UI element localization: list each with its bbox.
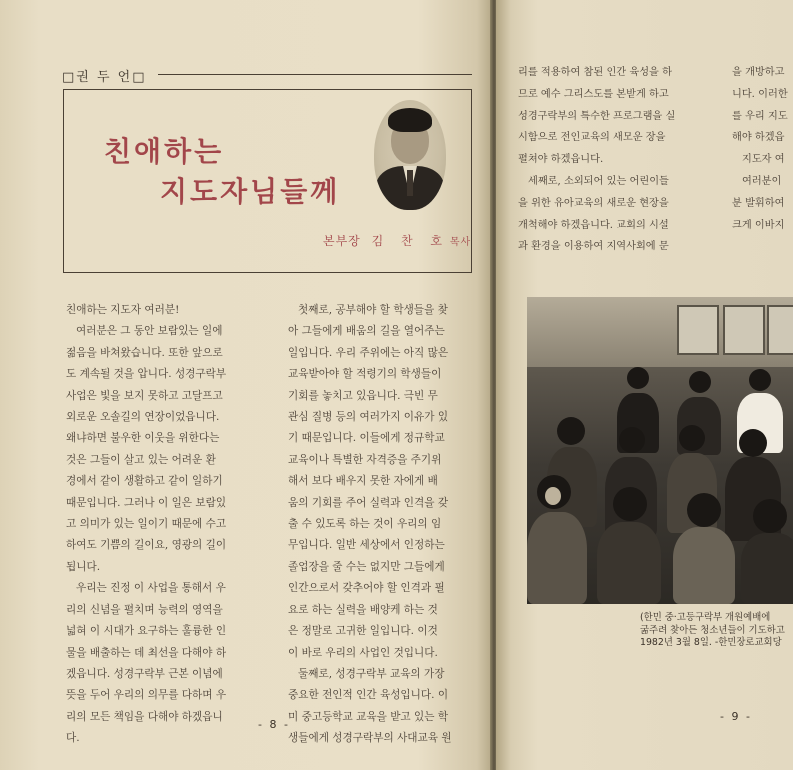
text-line: 은 정말로 고귀한 일입니다. 이것 — [288, 625, 438, 638]
text-line: 개척해야 하겠읍니다. 교회의 시설 — [518, 219, 669, 231]
text-line: 때문입니다. 그러나 이 일은 보람있 — [66, 496, 227, 509]
text-line: 분 발휘하여 — [732, 197, 785, 209]
text-line: 물을 배출하는 데 최선을 다해야 하 — [66, 646, 227, 659]
text-line: 아 그들에게 배움의 길을 열어주는 — [288, 325, 445, 338]
text-line: 리의 신념을 펼치며 능력의 영역을 — [66, 603, 223, 616]
text-line: 리의 모든 책임을 다해야 하겠읍니 — [66, 710, 223, 723]
text-line: 시함으로 전인교육의 새모운 장을 — [518, 132, 666, 144]
text-line: 이 바로 우리의 사업인 것입니다. — [288, 646, 438, 659]
text-line: 기회를 놓치고 있읍니다. 극빈 무 — [288, 389, 438, 402]
byline-rank: 목사 — [449, 237, 472, 248]
text-line: 니다. 이러한 — [732, 88, 788, 100]
section-rule — [158, 74, 472, 75]
left-column-1 — [66, 300, 264, 750]
page-title-line1: 친애하는 — [104, 135, 225, 168]
text-line: 인간으로서 갖추어야 할 인격과 필 — [288, 582, 445, 595]
caption-line: (한민 중·고등구락부 개원예배에 — [640, 612, 771, 623]
text-line: 출 수 있도록 하는 것이 우리의 임 — [288, 518, 442, 531]
text-line: 외로운 오솔길의 연장이었읍니다. — [66, 411, 220, 424]
text-line: 졸업장을 줄 수는 없지만 그들에게 — [288, 560, 445, 573]
text-line: 무입니다. 일반 세상에서 인정하는 — [288, 539, 445, 552]
section-label: □권 두 언□ — [62, 70, 147, 85]
text-line: 요로 하는 실력을 배양케 하는 것 — [288, 603, 438, 616]
caption-line: 굶주려 찾아든 청소년들이 기도하고 — [640, 624, 785, 636]
right-column-1 — [518, 62, 714, 258]
text-line: 지도자 여 — [742, 154, 785, 166]
text-line: 겠읍니다. 성경구락부 근본 이념에 — [66, 667, 223, 680]
classroom-photo — [527, 297, 793, 604]
text-line: 를 우리 지도 — [732, 110, 788, 122]
text-line: 해야 하겠읍 — [732, 132, 785, 144]
text-line: 크게 이바지 — [732, 219, 785, 231]
right-column-2 — [732, 62, 793, 236]
text-line: 우리는 진정 이 사업을 통해서 우 — [76, 582, 226, 595]
text-line: 생들에게 성경구락부의 사대교육 원 — [288, 732, 452, 745]
text-line: 첫째로, 공부해야 할 학생들을 찾 — [298, 304, 448, 316]
text-line: 을 위한 유아교육의 새로운 현장을 — [518, 197, 669, 209]
left-column-2 — [288, 300, 476, 750]
text-line: 관심 질병 등의 여러가지 이유가 있 — [288, 411, 449, 424]
text-line: 경에서 같이 생활하고 같이 일하기 — [66, 475, 223, 488]
text-line: 므로 예수 그리스도를 본받게 하고 — [518, 88, 669, 100]
text-line: 여러분은 그 동안 보람있는 일에 — [76, 325, 223, 338]
text-line: 사업은 빛을 보지 못하고 고달프고 — [66, 389, 223, 402]
page-number-right: - 9 - — [720, 710, 752, 723]
text-line: 성경구락부의 특수한 프로그램을 실 — [518, 110, 676, 122]
byline-role: 본부장 — [323, 234, 361, 248]
text-line: 넓혀 이 시대가 요구하는 훌륭한 인 — [66, 625, 227, 638]
text-line: 기 때문입니다. 이들에게 정규학교 — [288, 432, 445, 445]
author-byline — [323, 232, 471, 249]
text-line: 일입니다. 우리 주위에는 아직 많은 — [288, 346, 449, 359]
text-line: 뜻을 두어 우리의 의무를 다하며 우 — [66, 689, 227, 702]
page-number-left: - 8 - — [258, 718, 290, 731]
text-line: 다. — [66, 732, 80, 745]
author-portrait — [374, 100, 446, 210]
text-line: 세째로, 소외되어 있는 어린이들 — [528, 175, 669, 187]
text-line: 교육이나 특별한 자격증을 주기위 — [288, 453, 442, 466]
text-line: 움의 기회를 주어 실력과 인격을 갖 — [288, 496, 449, 509]
text-line: 미 중고등학교 교육을 받고 있는 학 — [288, 710, 449, 723]
text-line: 리를 적용하여 참된 인간 육성을 하 — [518, 67, 672, 78]
caption-line: 1982년 3월 8일. -한민장로교회당 — [640, 637, 782, 649]
text-line: 과 환경을 이용하여 지역사회에 문 — [518, 241, 669, 253]
byline-name: 김 찬 호 — [371, 234, 450, 248]
text-line: 여러분이 — [742, 175, 782, 187]
text-line: 둘째로, 성경구락부 교육의 가장 — [298, 667, 445, 680]
text-line: 교육받아야 할 적령기의 학생들이 — [288, 368, 442, 381]
page-title-line2: 지도자님들께 — [160, 175, 341, 208]
text-line: 젊음을 바쳐왔습니다. 또한 앞으로 — [66, 346, 223, 359]
text-line: 도 계속될 것을 압니다. 성경구락부 — [66, 368, 227, 381]
text-line: 친애하는 지도자 여러분! — [66, 304, 180, 316]
photo-caption — [640, 612, 793, 650]
text-line: 하여도 기쁨의 길이요, 영광의 길이 — [66, 539, 227, 552]
text-line: 고 의미가 있는 일이기 때문에 수고 — [66, 518, 227, 531]
text-line: 해서 보다 배우지 못한 자에게 배 — [288, 475, 438, 488]
text-line: 됩니다. — [66, 560, 101, 573]
text-line: 을 개방하고 — [732, 67, 785, 78]
text-line: 중요한 전인적 인간 육성입니다. 이 — [288, 689, 449, 702]
text-line: 펼쳐야 하겠읍니다. — [518, 154, 604, 166]
text-line: 왜냐하면 불우한 이웃을 위한다는 — [66, 432, 220, 445]
text-line: 것은 그들이 살고 있는 어려운 환 — [66, 453, 216, 466]
